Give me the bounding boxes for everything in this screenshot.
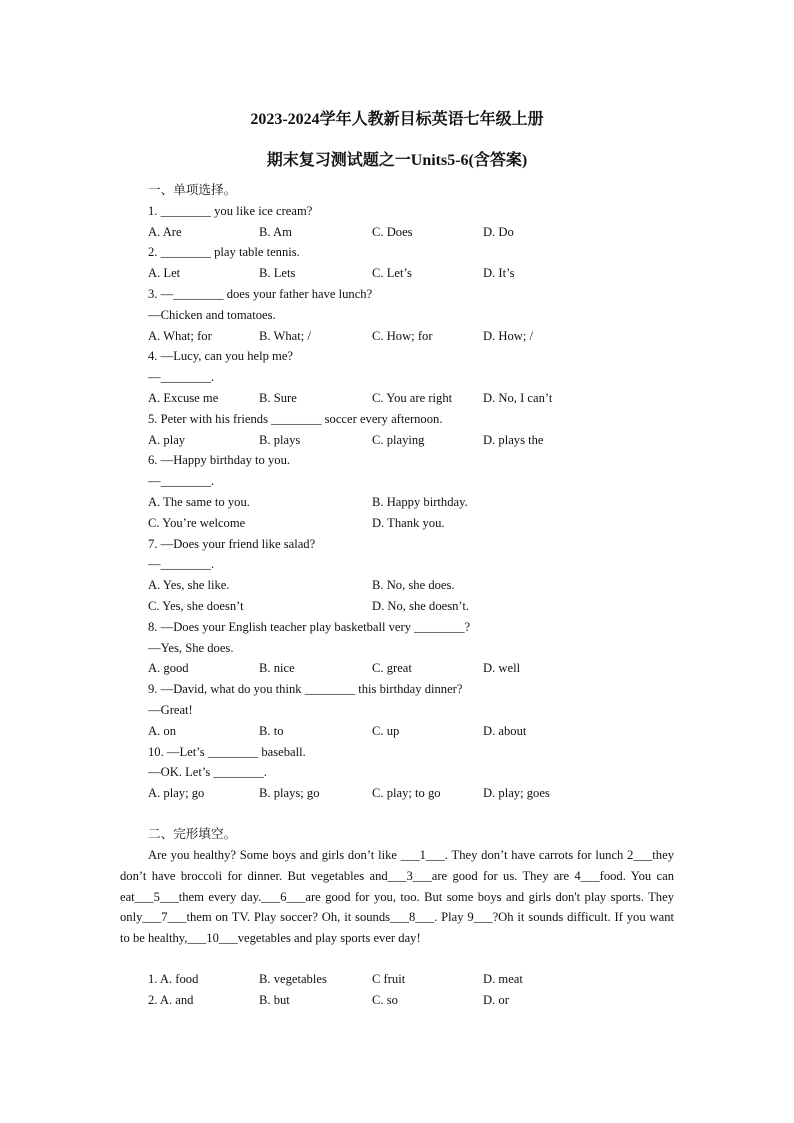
answer-option: A. Let (148, 266, 181, 281)
question-stem: 4. —Lucy, can you help me? (148, 349, 294, 364)
answer-option: D. How; / (483, 328, 534, 343)
option-row (148, 388, 678, 409)
section-multiple-choice (148, 180, 678, 804)
option-row (148, 222, 678, 243)
answer-option: D. about (483, 723, 527, 738)
question-response: —OK. Let’s ________. (148, 765, 267, 780)
cloze-option-row (148, 990, 678, 1011)
question-response: —________. (148, 370, 215, 385)
answer-option: A. The same to you. (148, 494, 250, 509)
answer-option: C. Yes, she doesn’t (148, 598, 244, 613)
answer-option: D. Thank you. (372, 515, 445, 530)
option-row (148, 513, 678, 534)
section-heading: 一、单项选择。 (148, 183, 237, 197)
question-stem: 6. —Happy birthday to you. (148, 453, 291, 468)
question-response: —Great! (148, 702, 193, 717)
question-stem: 8. —Does your English teacher play basketball very ________? (148, 619, 471, 634)
question-stem: 1. ________ you like ice cream? (148, 203, 313, 218)
option-row (148, 430, 678, 451)
question-response: —________. (148, 557, 215, 572)
answer-option: D. It’s (483, 266, 515, 281)
answer-option: D. Do (483, 224, 514, 239)
cloze-passage: Are you healthy? Some boys and girls don’t like ___1___. They don’t have carrots for lunch 2___they don’t have broccoli for dinner. But vegetables and___3___are good for us. They are 4___food. You can eat___5___them every day.___6___are good for you, too. But some boys and girls don't play sports. They only___7___them on TV. Play soccer? Oh, it sounds___8___. Play 9___?Oh it sounds difficult. If you want to be healthy,___10___vegetables and play sports ever day! (120, 848, 674, 946)
option-row (148, 721, 678, 742)
question-stem: 10. —Let’s ________ baseball. (148, 744, 306, 759)
answer-option: C. You are right (372, 390, 453, 405)
cloze-options (148, 969, 678, 1011)
answer-option: C. play; to go (372, 786, 441, 801)
section-cloze-heading-wrap (148, 824, 678, 845)
answer-option: D. well (483, 661, 521, 676)
document-title: 2023-2024学年人教新目标英语七年级上册 (250, 111, 544, 128)
option-row (148, 263, 678, 284)
answer-option: B. Lets (259, 266, 296, 281)
answer-option: A. Are (148, 224, 182, 239)
option-row (148, 326, 678, 347)
option-row (148, 575, 678, 596)
cloze-option: C. so (372, 992, 398, 1007)
answer-option: B. Sure (259, 390, 297, 405)
cloze-option: C fruit (372, 972, 406, 986)
answer-option: B. nice (259, 661, 295, 676)
question-response: —Yes, She does. (148, 640, 234, 655)
answer-option: C. Does (372, 224, 413, 239)
option-row (148, 492, 678, 513)
question-response: —________. (148, 474, 215, 489)
answer-option: B. No, she does. (372, 578, 455, 593)
cloze-option: D. or (483, 992, 509, 1007)
question-stem: 3. —________ does your father have lunch? (148, 286, 373, 301)
cloze-option: B. but (259, 992, 290, 1007)
cloze-option: D. meat (483, 972, 523, 986)
answer-option: A. Excuse me (148, 390, 219, 405)
answer-option: C. great (372, 661, 412, 676)
answer-option: B. plays (259, 432, 301, 447)
option-row (148, 658, 678, 679)
answer-option: D. plays the (483, 432, 544, 447)
question-stem: 9. —David, what do you think ________ this birthday dinner? (148, 682, 463, 697)
question-stem: 2. ________ play table tennis. (148, 245, 300, 260)
answer-option: A. play; go (148, 786, 205, 801)
document-subtitle: 期末复习测试题之一Units5-6(含答案) (266, 152, 528, 169)
answer-option: D. play; goes (483, 786, 550, 801)
answer-option: B. What; / (259, 328, 311, 343)
section-heading: 二、完形填空。 (148, 827, 237, 841)
answer-option: D. No, I can’t (483, 390, 553, 405)
answer-option: B. plays; go (259, 786, 320, 801)
answer-option: C. Let’s (372, 266, 412, 281)
option-row (148, 783, 678, 804)
answer-option: A. What; for (148, 328, 212, 343)
answer-option: A. on (148, 723, 176, 738)
question-stem: 7. —Does your friend like salad? (148, 536, 316, 551)
option-row (148, 596, 678, 617)
question-stem: 5. Peter with his friends ________ soccer every afternoon. (148, 411, 443, 426)
answer-option: C. playing (372, 432, 425, 447)
answer-option: C. You’re welcome (148, 515, 246, 530)
answer-option: D. No, she doesn’t. (372, 598, 470, 613)
answer-option: A. play (148, 432, 186, 447)
answer-option: B. Happy birthday. (372, 494, 468, 509)
answer-option: B. to (259, 723, 284, 738)
cloze-option: 2. A. and (148, 992, 194, 1007)
question-response: —Chicken and tomatoes. (148, 307, 276, 322)
answer-option: A. good (148, 661, 189, 676)
answer-option: B. Am (259, 224, 292, 239)
answer-option: C. How; for (372, 328, 433, 343)
cloze-option: 1. A. food (148, 972, 199, 986)
cloze-option: B. vegetables (259, 972, 327, 986)
answer-option: C. up (372, 723, 400, 738)
answer-option: A. Yes, she like. (148, 578, 230, 593)
cloze-option-row (148, 969, 678, 990)
